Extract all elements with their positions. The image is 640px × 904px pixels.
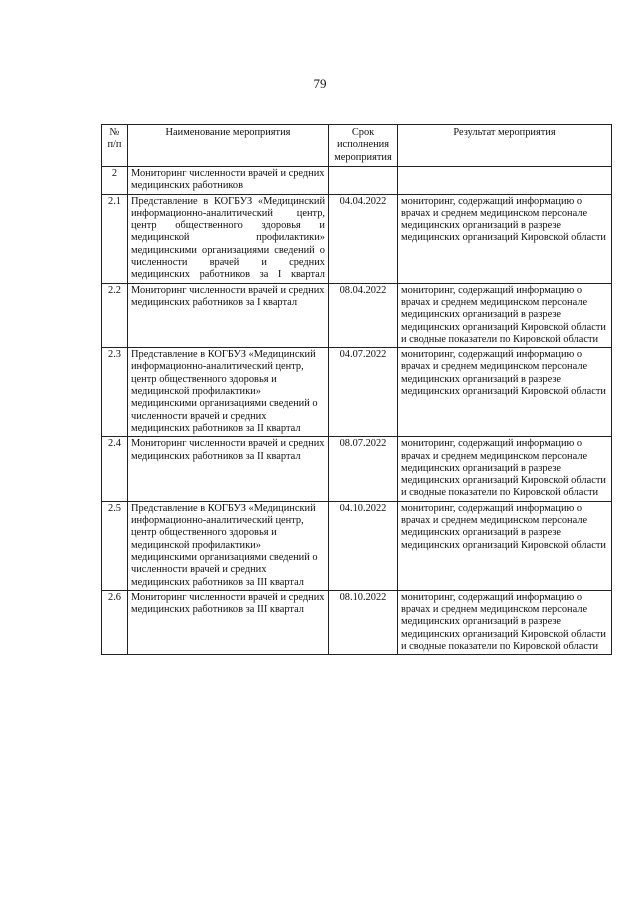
row-result: мониторинг, содержащий информацию о врачах и среднем медицинском персонале медицинских организаций в разрезе медицинских организаций Кировской области и сводные показатели по Кировской области	[398, 437, 612, 501]
row-deadline: 04.04.2022	[329, 194, 398, 283]
row-event-name: Мониторинг численности врачей и средних медицинских работников за III квартал	[128, 590, 329, 654]
table-row	[102, 348, 612, 437]
table-row	[102, 194, 612, 283]
table-row	[102, 437, 612, 501]
row-number: 2.5	[102, 501, 128, 590]
row-number: 2	[102, 167, 128, 195]
header-result: Результат мероприятия	[398, 125, 612, 167]
header-event-name: Наименование мероприятия	[128, 125, 329, 167]
table-header-row	[102, 125, 612, 167]
row-number: 2.2	[102, 283, 128, 347]
page-number: 79	[313, 76, 327, 91]
table-row	[102, 283, 612, 347]
table-row	[102, 590, 612, 654]
row-result: мониторинг, содержащий информацию о врачах и среднем медицинском персонале медицинских организаций в разрезе медицинских организаций Кировской области и сводные показатели по Кировской области	[398, 590, 612, 654]
row-deadline	[329, 167, 398, 195]
table-row	[102, 501, 612, 590]
row-event-name: Представление в КОГБУЗ «Медицинский информационно-аналитический центр, центр общественного здоровья и медицинской профилактики» медицинскими организациями сведений о численности врачей и средних медицинских работников за II квартал	[128, 348, 329, 437]
row-event-name: Мониторинг численности врачей и средних медицинских работников за I квартал	[128, 283, 329, 347]
row-result: мониторинг, содержащий информацию о врачах и среднем медицинском персонале медицинских организаций в разрезе медицинских организаций Кировской области	[398, 194, 612, 283]
events-table	[101, 124, 612, 655]
row-number: 2.4	[102, 437, 128, 501]
row-result: мониторинг, содержащий информацию о врачах и среднем медицинском персонале медицинских организаций в разрезе медицинских организаций Кировской области	[398, 501, 612, 590]
row-number: 2.3	[102, 348, 128, 437]
row-deadline: 04.10.2022	[329, 501, 398, 590]
table-row	[102, 167, 612, 195]
row-deadline: 08.07.2022	[329, 437, 398, 501]
row-event-name: Мониторинг численности врачей и средних медицинских работников за II квартал	[128, 437, 329, 501]
row-result	[398, 167, 612, 195]
row-event-name: Представление в КОГБУЗ «Медицинский информационно-аналитический центр, центр общественного здоровья и медицинской профилактики» медицинскими организациями сведений о численности врачей и средних медицинских работников за III квартал	[128, 501, 329, 590]
row-deadline: 08.10.2022	[329, 590, 398, 654]
row-number: 2.6	[102, 590, 128, 654]
row-event-name: Мониторинг численности врачей и средних медицинских работников	[128, 167, 329, 195]
row-deadline: 08.04.2022	[329, 283, 398, 347]
header-number: № п/п	[102, 125, 128, 167]
row-result: мониторинг, содержащий информацию о врачах и среднем медицинском персонале медицинских организаций в разрезе медицинских организаций Кировской области	[398, 348, 612, 437]
header-deadline: Срок исполнения мероприятия	[329, 125, 398, 167]
row-result: мониторинг, содержащий информацию о врачах и среднем медицинском персонале медицинских организаций в разрезе медицинских организаций Кировской области и сводные показатели по Кировской области	[398, 283, 612, 347]
row-deadline: 04.07.2022	[329, 348, 398, 437]
row-event-name: Представление в КОГБУЗ «Медицинский информационно-аналитический центр, центр общественного здоровья и медицинской профилактики» медицинскими организациями сведений о численности врачей и средних медицинских работников за I квартал	[128, 194, 329, 283]
row-number: 2.1	[102, 194, 128, 283]
